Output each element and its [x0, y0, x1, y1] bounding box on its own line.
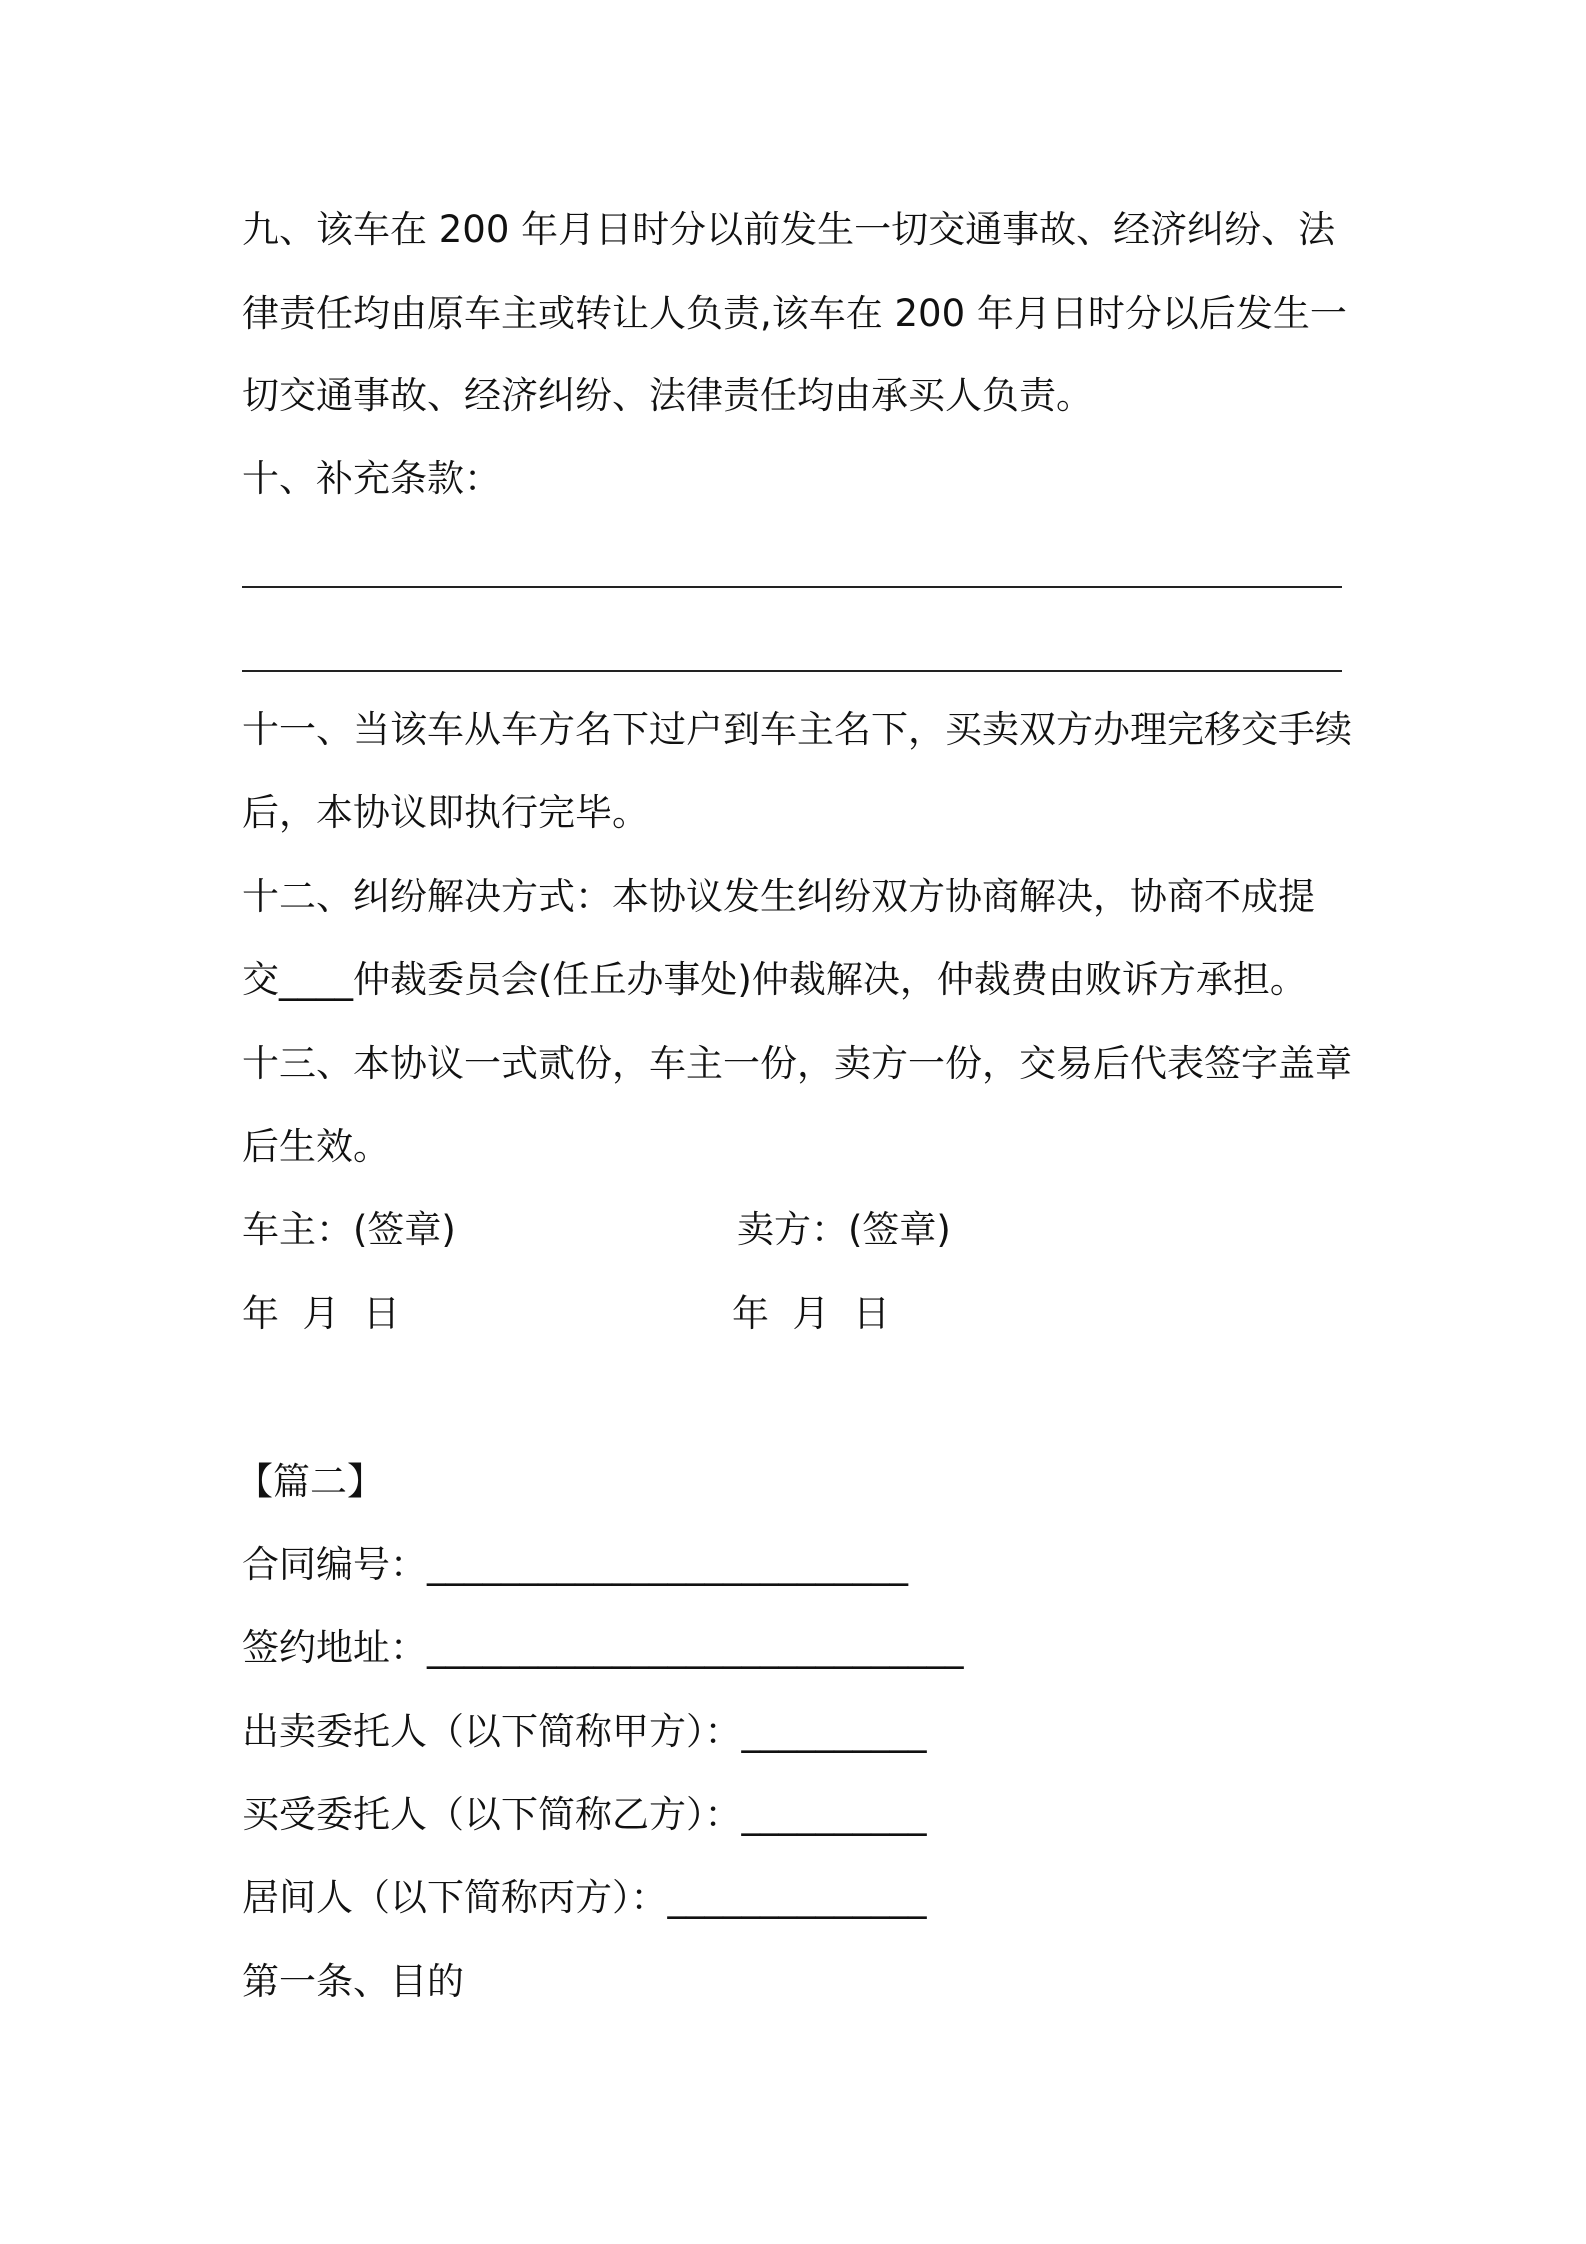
clause-11-line-1: 十一、当该车从车方名下过户到车主名下，买卖双方办理完移交手续 — [242, 708, 1352, 751]
signing-address: 签约地址：_____________________________ — [242, 1626, 964, 1669]
blank-line-1 — [242, 586, 1342, 588]
seller-signature: 卖方：(签章) — [737, 1208, 951, 1251]
clause-12-line-2: 交____仲裁委员会(任丘办事处)仲裁解决，仲裁费由败诉方承担。 — [242, 958, 1307, 1001]
blank-line-2 — [242, 670, 1342, 672]
article-1: 第一条、目的 — [242, 1960, 464, 2003]
part-2-heading: 【篇二】 — [236, 1460, 384, 1503]
party-c: 居间人（以下简称丙方）：______________ — [242, 1876, 927, 1919]
seller-date: 年 月 日 — [732, 1292, 891, 1335]
clause-13-line-2: 后生效。 — [242, 1125, 390, 1168]
contract-number: 合同编号：__________________________ — [242, 1543, 908, 1586]
party-b: 买受委托人（以下简称乙方）：__________ — [242, 1793, 927, 1836]
owner-signature: 车主：(签章) — [242, 1208, 456, 1251]
clause-11-line-2: 后，本协议即执行完毕。 — [242, 791, 649, 834]
clause-9-line-2: 律责任均由原车主或转让人负责,该车在 200 年月日时分以后发生一 — [242, 292, 1347, 335]
clause-12-line-1: 十二、纠纷解决方式：本协议发生纠纷双方协商解决，协商不成提 — [242, 875, 1315, 918]
clause-9-line-1: 九、该车在 200 年月日时分以前发生一切交通事故、经济纠纷、法 — [242, 208, 1336, 251]
owner-date: 年 月 日 — [242, 1292, 401, 1335]
party-a: 出卖委托人（以下简称甲方）：__________ — [242, 1710, 927, 1753]
clause-13-line-1: 十三、本协议一式贰份，车主一份，卖方一份，交易后代表签字盖章 — [242, 1042, 1352, 1085]
clause-10: 十、补充条款： — [242, 457, 501, 500]
clause-9-line-3: 切交通事故、经济纠纷、法律责任均由承买人负责。 — [242, 374, 1093, 417]
